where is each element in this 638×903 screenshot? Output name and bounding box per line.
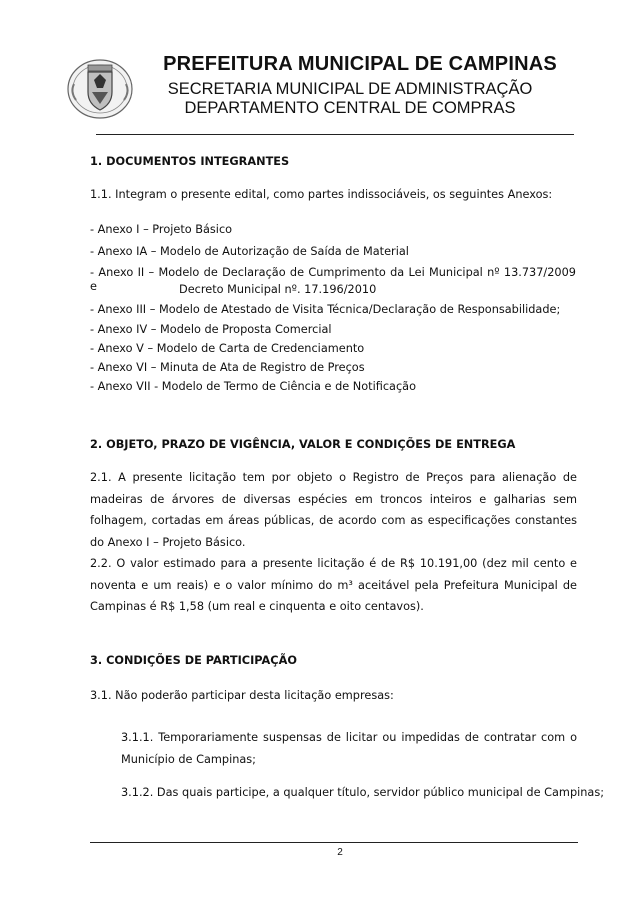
section-2-paragraph-2: 2.2. O valor estimado para a presente licitação é de R$ 10.191,00 (dez mil cento e noventa e um reais) e o valor mínimo do m³ aceitável pela Prefeitura Municipal de Campinas é R$ 1,58 (um real e cinquenta e oito centavos). [90,557,577,613]
annex-item: - Anexo II – Modelo de Declaração de Cumprimento da Lei Municipal nº 13.737/2009 e [90,266,576,293]
footer-divider [90,842,578,843]
header-department: DEPARTAMENTO CENTRAL DE COMPRAS [184,99,516,117]
annex-item: - Anexo IV – Modelo de Proposta Comercial [90,323,332,336]
page-number: 2 [337,847,343,858]
annex-item: - Anexo III – Modelo de Atestado de Visita Técnica/Declaração de Responsabilidade; [90,303,561,316]
annex-item: - Anexo VII - Modelo de Termo de Ciência e de Notificação [90,380,417,393]
section-3-item-2: 3.1.2. Das quais participe, a qualquer título, servidor público municipal de Campinas; [121,786,605,799]
section-3-intro: 3.1. Não poderão participar desta licitação empresas: [90,689,394,702]
section-2-paragraph-1: 2.1. A presente licitação tem por objeto o Registro de Preços para alienação de madeiras de árvores de diversas espécies em troncos inteiros e galharias sem folhagem, cortadas em áreas públicas, de acordo com as especificações constantes do Anexo I – Projeto Básico. [90,471,577,549]
annex-item: - Anexo I – Projeto Básico [90,223,233,236]
section-1-heading: 1. DOCUMENTOS INTEGRANTES [90,155,290,168]
annex-item: - Anexo IA – Modelo de Autorização de Saída de Material [90,245,409,258]
annex-item-continuation: Decreto Municipal nº. 17.196/2010 [179,283,377,296]
section-1-intro: 1.1. Integram o presente edital, como partes indissociáveis, os seguintes Anexos: [90,188,553,201]
annex-item: - Anexo V – Modelo de Carta de Credenciamento [90,342,365,355]
header-secretariat: SECRETARIA MUNICIPAL DE ADMINISTRAÇÃO [167,80,533,98]
section-3-heading: 3. CONDIÇÕES DE PARTICIPAÇÃO [90,654,297,667]
section-2-heading: 2. OBJETO, PRAZO DE VIGÊNCIA, VALOR E CONDIÇÕES DE ENTREGA [90,438,516,451]
header-divider [96,134,574,135]
header-title: PREFEITURA MUNICIPAL DE CAMPINAS [163,53,557,75]
annex-item: - Anexo VI – Minuta de Ata de Registro de Preços [90,361,365,374]
section-3-item-1: 3.1.1. Temporariamente suspensas de licitar ou impedidas de contratar com o Município de Campinas; [121,731,577,766]
